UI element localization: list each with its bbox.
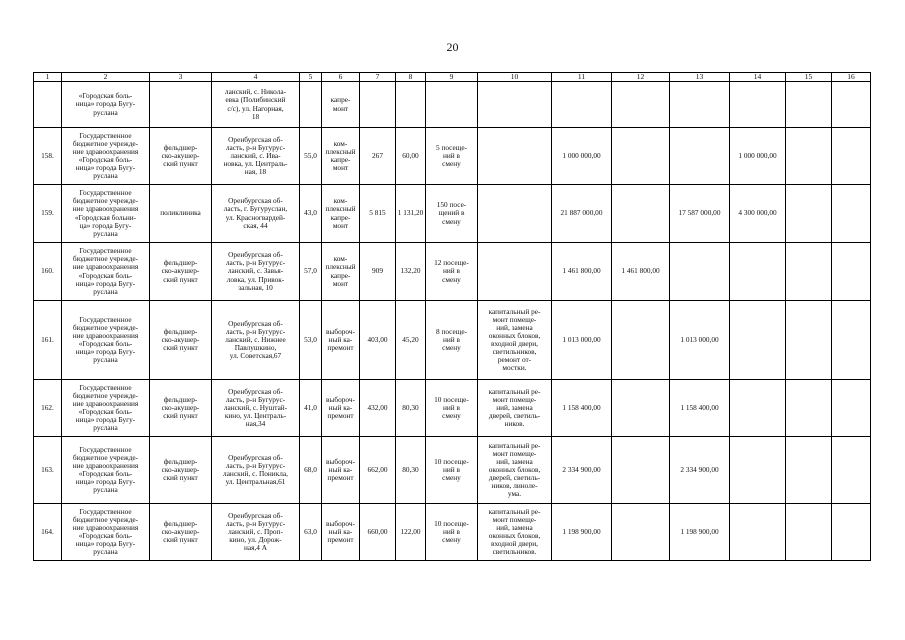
column-header: 2 bbox=[62, 73, 150, 82]
column-header: 4 bbox=[212, 73, 300, 82]
table-row bbox=[34, 185, 871, 243]
capacity-cell: 10 посеще- ний в смену bbox=[426, 380, 478, 437]
address-cell: Оренбургская об- ласть, р-н Бугурус- ланский, с. Нижнее Павлушкино, ул. Советская,67 bbox=[212, 301, 300, 380]
cost-cell-12 bbox=[612, 185, 670, 243]
value-cell-7: 909 bbox=[360, 243, 396, 301]
facility-type-cell: фельдшер- ско-акушер- ский пункт bbox=[150, 301, 212, 380]
total-cost-cell: 1 158 400,00 bbox=[552, 380, 612, 437]
value-cell-7: 660,00 bbox=[360, 504, 396, 561]
address-cell: Оренбургская об- ласть, р-н Бугурус- ланский, с. Проп- кино, ул. Дорож- ная,4 А bbox=[212, 504, 300, 561]
cost-cell-13: 2 334 900,00 bbox=[670, 437, 730, 504]
column-header: 8 bbox=[396, 73, 426, 82]
area-cell: 43,0 bbox=[300, 185, 322, 243]
value-cell-16 bbox=[832, 82, 871, 128]
work-type-cell: выбороч- ный ка- премонт bbox=[322, 504, 360, 561]
capacity-cell: 12 посеще- ний в смену bbox=[426, 243, 478, 301]
capacity-cell: 150 посе- щений в смену bbox=[426, 185, 478, 243]
cost-cell-12 bbox=[612, 437, 670, 504]
work-type-cell: ком- плексный капре- монт bbox=[322, 185, 360, 243]
table-row bbox=[34, 380, 871, 437]
works-description-cell bbox=[478, 185, 552, 243]
work-type-cell: капре- монт bbox=[322, 82, 360, 128]
cost-cell-14 bbox=[730, 504, 786, 561]
institution-cell: Государственное бюджетное учрежде- ние здравоохранения «Городская боль- ница» города Бугу- руслана bbox=[62, 301, 150, 380]
cost-cell-14 bbox=[730, 243, 786, 301]
institution-cell: Государственное бюджетное учрежде- ние здравоохранения «Городская боль- ница» города Бугу- руслана bbox=[62, 437, 150, 504]
value-cell-7: 267 bbox=[360, 128, 396, 185]
works-description-cell: капитальный ре- монт помеще- ний, замена дверей, светиль- ников. bbox=[478, 380, 552, 437]
row-number-cell: 162. bbox=[34, 380, 62, 437]
capacity-cell: 10 посеще- ний в смену bbox=[426, 437, 478, 504]
value-cell-16 bbox=[832, 504, 871, 561]
value-cell-7: 432,00 bbox=[360, 380, 396, 437]
cost-cell-12 bbox=[612, 128, 670, 185]
column-number-row bbox=[34, 73, 871, 82]
institution-cell: Государственное бюджетное учрежде- ние здравоохранения «Городская больни- ца» города Бугу- руслана bbox=[62, 185, 150, 243]
facility-type-cell: фельдшер- ско-акушер- ский пункт bbox=[150, 380, 212, 437]
work-type-cell: выбороч- ный ка- премонт bbox=[322, 437, 360, 504]
column-header: 15 bbox=[786, 73, 832, 82]
value-cell-15 bbox=[786, 128, 832, 185]
row-number-cell: 159. bbox=[34, 185, 62, 243]
work-type-cell: ком- плексный капре- монт bbox=[322, 243, 360, 301]
value-cell-16 bbox=[832, 437, 871, 504]
value-cell-15 bbox=[786, 243, 832, 301]
address-cell: Оренбургская об- ласть, р-н Бугурус- ланский, с. Пониклa, ул. Центральная,61 bbox=[212, 437, 300, 504]
facility-type-cell: поликлиника bbox=[150, 185, 212, 243]
cost-cell-12 bbox=[612, 301, 670, 380]
capacity-cell: 8 посеще- ний в смену bbox=[426, 301, 478, 380]
value-cell-15 bbox=[786, 185, 832, 243]
value-cell-15 bbox=[786, 437, 832, 504]
area-cell: 57,0 bbox=[300, 243, 322, 301]
table-row bbox=[34, 243, 871, 301]
cost-cell-14: 4 300 000,00 bbox=[730, 185, 786, 243]
area-cell: 55,0 bbox=[300, 128, 322, 185]
value-cell-8: 80,30 bbox=[396, 380, 426, 437]
cost-cell-13: 1 158 400,00 bbox=[670, 380, 730, 437]
column-header: 12 bbox=[612, 73, 670, 82]
value-cell-16 bbox=[832, 301, 871, 380]
column-header: 5 bbox=[300, 73, 322, 82]
address-cell: Оренбургская об- ласть, р-н Бугурус- ланский, с. Нуштай- кино, ул. Централь- ная,34 bbox=[212, 380, 300, 437]
table-row bbox=[34, 82, 871, 128]
table-row bbox=[34, 437, 871, 504]
column-header: 1 bbox=[34, 73, 62, 82]
value-cell-16 bbox=[832, 243, 871, 301]
value-cell-8: 80,30 bbox=[396, 437, 426, 504]
cost-cell-12 bbox=[612, 82, 670, 128]
value-cell-15 bbox=[786, 301, 832, 380]
register-table bbox=[33, 72, 871, 561]
cost-cell-13 bbox=[670, 128, 730, 185]
cost-cell-13: 17 587 000,00 bbox=[670, 185, 730, 243]
column-header: 10 bbox=[478, 73, 552, 82]
column-header: 16 bbox=[832, 73, 871, 82]
value-cell-8: 132,20 bbox=[396, 243, 426, 301]
cost-cell-13 bbox=[670, 243, 730, 301]
value-cell-15 bbox=[786, 380, 832, 437]
facility-type-cell bbox=[150, 82, 212, 128]
cost-cell-13: 1 013 000,00 bbox=[670, 301, 730, 380]
cost-cell-14: 1 000 000,00 bbox=[730, 128, 786, 185]
work-type-cell: выбороч- ный ка- премонт bbox=[322, 380, 360, 437]
area-cell: 53,0 bbox=[300, 301, 322, 380]
works-description-cell: капитальный ре- монт помеще- ний, замена оконных блоков, входной двери, светильников, ремонт от- мостки. bbox=[478, 301, 552, 380]
cost-cell-12 bbox=[612, 504, 670, 561]
cost-cell-13 bbox=[670, 82, 730, 128]
works-description-cell: капитальный ре- монт помеще- ний, замена оконных блоков, входной двери, светильников. bbox=[478, 504, 552, 561]
value-cell-16 bbox=[832, 128, 871, 185]
area-cell bbox=[300, 82, 322, 128]
column-header: 13 bbox=[670, 73, 730, 82]
cost-cell-13: 1 198 900,00 bbox=[670, 504, 730, 561]
value-cell-7: 662,00 bbox=[360, 437, 396, 504]
institution-cell: «Городская боль- ница» города Бугу- руслана bbox=[62, 82, 150, 128]
total-cost-cell: 1 198 900,00 bbox=[552, 504, 612, 561]
cost-cell-12 bbox=[612, 380, 670, 437]
value-cell-8 bbox=[396, 82, 426, 128]
row-number-cell bbox=[34, 82, 62, 128]
column-header: 6 bbox=[322, 73, 360, 82]
institution-cell: Государственное бюджетное учрежде- ние здравоохранения «Городская боль- ница» города Бугу- руслана bbox=[62, 504, 150, 561]
cost-cell-14 bbox=[730, 437, 786, 504]
works-description-cell bbox=[478, 128, 552, 185]
institution-cell: Государственное бюджетное учрежде- ние здравоохранения «Городская боль- ница» города Бугу- руслана bbox=[62, 128, 150, 185]
table-row bbox=[34, 128, 871, 185]
facility-type-cell: фельдшер- ско-акушер- ский пункт bbox=[150, 504, 212, 561]
facility-type-cell: фельдшер- ско-акушер- ский пункт bbox=[150, 243, 212, 301]
row-number-cell: 160. bbox=[34, 243, 62, 301]
value-cell-16 bbox=[832, 380, 871, 437]
row-number-cell: 163. bbox=[34, 437, 62, 504]
cost-cell-12: 1 461 800,00 bbox=[612, 243, 670, 301]
column-header: 7 bbox=[360, 73, 396, 82]
capacity-cell bbox=[426, 82, 478, 128]
address-cell: ланский, с. Никола- евка (Полибинский с/с), ул. Нагорная, 18 bbox=[212, 82, 300, 128]
work-type-cell: ком- плексный капре- монт bbox=[322, 128, 360, 185]
column-header: 9 bbox=[426, 73, 478, 82]
address-cell: Оренбургская об- ласть, г. Бугуруслан, ул. Красногвардей- ская, 44 bbox=[212, 185, 300, 243]
total-cost-cell: 21 887 000,00 bbox=[552, 185, 612, 243]
value-cell-15 bbox=[786, 504, 832, 561]
works-description-cell bbox=[478, 82, 552, 128]
value-cell-8: 60,00 bbox=[396, 128, 426, 185]
row-number-cell: 164. bbox=[34, 504, 62, 561]
total-cost-cell bbox=[552, 82, 612, 128]
row-number-cell: 158. bbox=[34, 128, 62, 185]
work-type-cell: выбороч- ный ка- премонт bbox=[322, 301, 360, 380]
value-cell-8: 45,20 bbox=[396, 301, 426, 380]
total-cost-cell: 1 461 800,00 bbox=[552, 243, 612, 301]
value-cell-7: 5 815 bbox=[360, 185, 396, 243]
address-cell: Оренбургская об- ласть, р-н Бугурус- ланский, с. Завья- ловка, ул. Привок- зальная, 10 bbox=[212, 243, 300, 301]
area-cell: 41,0 bbox=[300, 380, 322, 437]
value-cell-7: 403,00 bbox=[360, 301, 396, 380]
table-row bbox=[34, 301, 871, 380]
capacity-cell: 10 посеще- ний в смену bbox=[426, 504, 478, 561]
total-cost-cell: 1 000 000,00 bbox=[552, 128, 612, 185]
column-header: 11 bbox=[552, 73, 612, 82]
institution-cell: Государственное бюджетное учрежде- ние здравоохранения «Городская боль- ница» города Бугу- руслана bbox=[62, 380, 150, 437]
cost-cell-14 bbox=[730, 301, 786, 380]
value-cell-15 bbox=[786, 82, 832, 128]
facility-type-cell: фельдшер- ско-акушер- ский пункт bbox=[150, 437, 212, 504]
facility-type-cell: фельдшер- ско-акушер- ский пункт bbox=[150, 128, 212, 185]
value-cell-8: 122,00 bbox=[396, 504, 426, 561]
cost-cell-14 bbox=[730, 380, 786, 437]
value-cell-16 bbox=[832, 185, 871, 243]
works-description-cell: капитальный ре- монт помеще- ний, замена оконных блоков, дверей, светиль- ников, линоле- ума. bbox=[478, 437, 552, 504]
institution-cell: Государственное бюджетное учрежде- ние здравоохранения «Городская боль- ница» города Бугу- руслана bbox=[62, 243, 150, 301]
area-cell: 68,0 bbox=[300, 437, 322, 504]
page-number: 20 bbox=[446, 40, 459, 54]
total-cost-cell: 1 013 000,00 bbox=[552, 301, 612, 380]
value-cell-8: 1 131,20 bbox=[396, 185, 426, 243]
table-body bbox=[34, 82, 871, 561]
column-header: 3 bbox=[150, 73, 212, 82]
column-header: 14 bbox=[730, 73, 786, 82]
table-row bbox=[34, 504, 871, 561]
address-cell: Оренбургская об- ласть, р-н Бугурус- ланский, с. Ива- новка, ул. Централь- ная, 18 bbox=[212, 128, 300, 185]
value-cell-7 bbox=[360, 82, 396, 128]
area-cell: 63,0 bbox=[300, 504, 322, 561]
row-number-cell: 161. bbox=[34, 301, 62, 380]
total-cost-cell: 2 334 900,00 bbox=[552, 437, 612, 504]
cost-cell-14 bbox=[730, 82, 786, 128]
works-description-cell bbox=[478, 243, 552, 301]
capacity-cell: 5 посеще- ний в смену bbox=[426, 128, 478, 185]
